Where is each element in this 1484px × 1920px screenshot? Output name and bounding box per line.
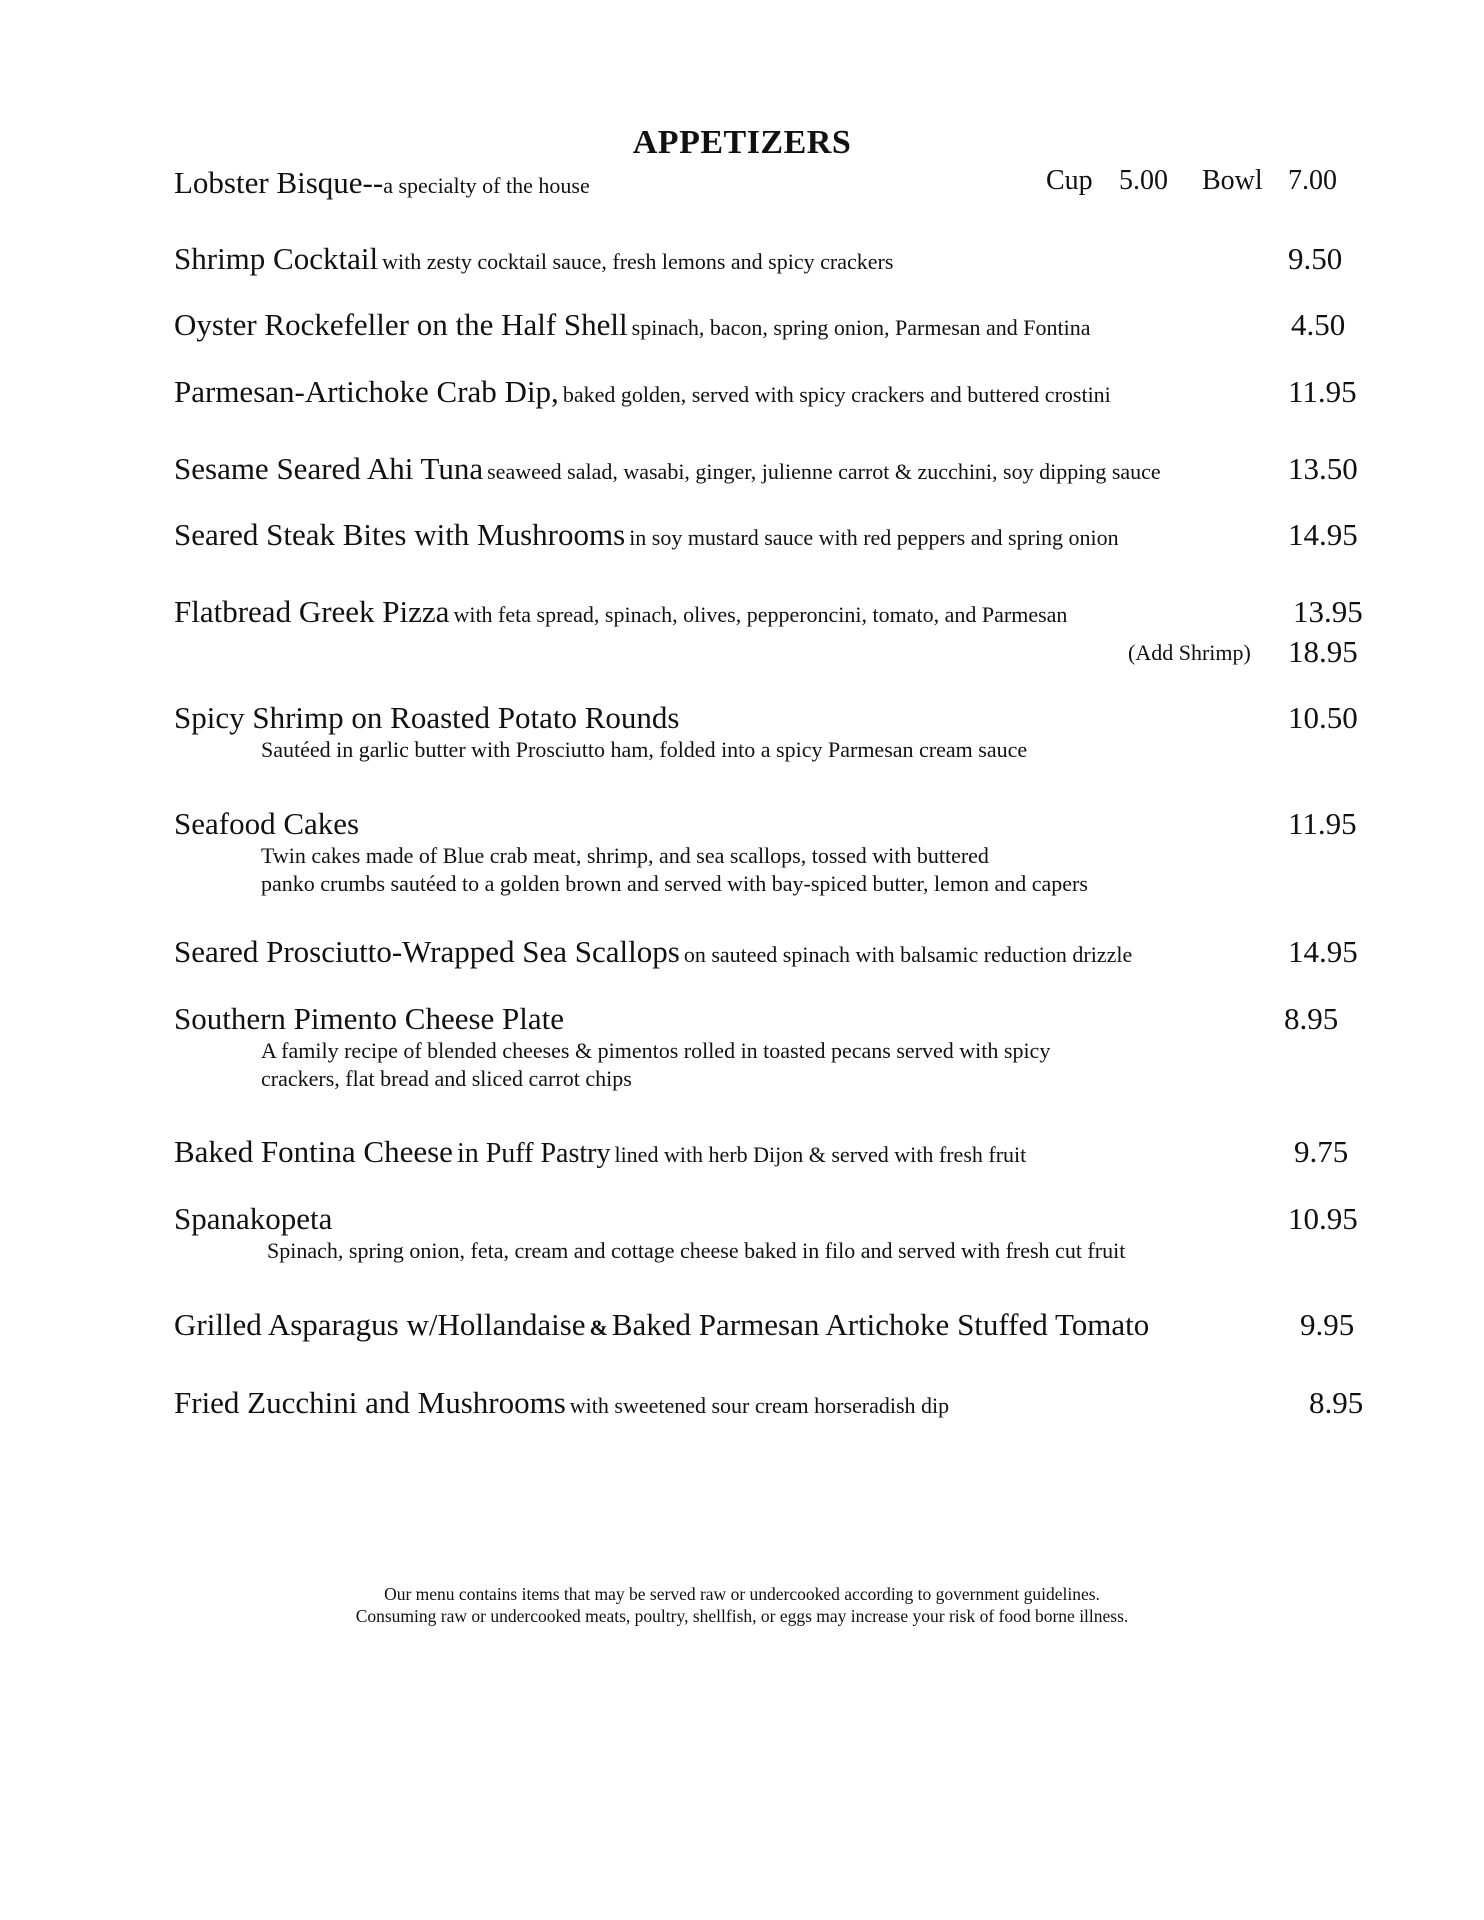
item-name: Flatbread Greek Pizza	[174, 594, 450, 629]
cup-label: Cup	[1046, 165, 1093, 196]
bowl-label: Bowl	[1202, 165, 1263, 196]
menu-item-line	[174, 517, 1384, 557]
item-price: 11.95	[1288, 806, 1357, 841]
add-shrimp-price: 18.95	[1288, 634, 1358, 669]
item-description-line-1: Twin cakes made of Blue crab meat, shrimp, and sea scallops, tossed with buttered	[261, 843, 989, 868]
item-description: with zesty cocktail sauce, fresh lemons and spicy crackers	[382, 249, 894, 274]
menu-item-line	[174, 934, 1384, 974]
menu-item-baked-fontina	[174, 1134, 1384, 1174]
item-name: Grilled Asparagus w/Hollandaise	[174, 1307, 586, 1342]
item-name: Southern Pimento Cheese Plate	[174, 1001, 565, 1036]
page-title: APPETIZERS	[632, 124, 852, 161]
item-name: Baked Fontina Cheese	[174, 1134, 453, 1169]
menu-item-seafood-cakes	[174, 806, 1384, 898]
menu-item-spicy-shrimp	[174, 700, 1384, 764]
item-description: with sweetened sour cream horseradish dip	[569, 1393, 950, 1418]
item-name: Sesame Seared Ahi Tuna	[174, 451, 484, 486]
menu-item-fried-zucchini	[174, 1385, 1384, 1425]
item-name: Parmesan-Artichoke Crab Dip,	[174, 374, 559, 409]
item-name-suffix: in Puff Pastry	[456, 1138, 611, 1169]
menu-item-line	[174, 241, 1384, 281]
item-description: Sautéed in garlic butter with Prosciutto ham, folded into a spicy Parmesan cream sauce	[261, 737, 1028, 762]
item-description-line-1: A family recipe of blended cheeses & pimentos rolled in toasted pecans served with spicy	[261, 1038, 1051, 1063]
ampersand: &	[589, 1315, 608, 1340]
add-shrimp-line	[174, 634, 1384, 674]
item-name: Shrimp Cocktail	[174, 241, 379, 276]
disclaimer-line-2: Consuming raw or undercooked meats, poultry, shellfish, or eggs may increase your risk of food borne illness.	[355, 1606, 1129, 1626]
item-description-line-2: panko crumbs sautéed to a golden brown and served with bay-spiced butter, lemon and capers	[261, 871, 1088, 896]
cup-price: 5.00	[1119, 165, 1168, 196]
menu-item-shrimp-cocktail	[174, 241, 1384, 281]
menu-item-line	[174, 700, 1384, 736]
item-price: 9.50	[1288, 241, 1343, 276]
food-safety-disclaimer	[0, 1583, 1484, 1627]
item-name: Lobster Bisque--	[174, 165, 384, 200]
menu-item-line	[174, 1385, 1384, 1425]
item-price: 10.50	[1288, 700, 1358, 735]
item-description: Spinach, spring onion, feta, cream and cottage cheese baked in filo and served with fresh cut fruit	[267, 1238, 1126, 1263]
item-description: lined with herb Dijon & served with fresh fruit	[614, 1142, 1027, 1167]
item-price: 13.95	[1293, 594, 1363, 629]
item-description: in soy mustard sauce with red peppers and spring onion	[629, 525, 1119, 550]
item-description: spinach, bacon, spring onion, Parmesan and Fontina	[631, 315, 1091, 340]
menu-item-line	[174, 1001, 1384, 1037]
menu-item-oyster-rockefeller	[174, 307, 1384, 347]
item-name: Spicy Shrimp on Roasted Potato Rounds	[174, 700, 680, 735]
menu-item-lobster-bisque	[174, 165, 1384, 205]
menu-item-line	[174, 1201, 1384, 1237]
menu-item-crab-dip	[174, 374, 1384, 414]
item-description: seaweed salad, wasabi, ginger, julienne carrot & zucchini, soy dipping sauce	[487, 459, 1161, 484]
item-name: Seared Prosciutto-Wrapped Sea Scallops	[174, 934, 680, 969]
menu-item-line	[174, 806, 1384, 842]
item-price: 14.95	[1288, 934, 1358, 969]
menu-item-line	[174, 374, 1384, 414]
item-name: Spanakopeta	[174, 1201, 333, 1236]
item-price: 10.95	[1288, 1201, 1358, 1236]
menu-item-line	[174, 165, 1384, 205]
item-name: Oyster Rockefeller on the Half Shell	[174, 307, 628, 342]
menu-item-line	[174, 1134, 1384, 1174]
menu-item-ahi-tuna	[174, 451, 1384, 491]
add-shrimp-label: (Add Shrimp)	[1128, 640, 1251, 665]
item-price: 9.75	[1294, 1134, 1349, 1169]
item-description: on sauteed spinach with balsamic reduction drizzle	[683, 942, 1133, 967]
item-description: baked golden, served with spicy crackers and buttered crostini	[562, 382, 1111, 407]
item-price: 8.95	[1284, 1001, 1339, 1036]
item-price: 9.95	[1300, 1307, 1355, 1342]
item-description: a specialty of the house	[383, 173, 590, 198]
bowl-price: 7.00	[1288, 165, 1337, 196]
menu-item-pimento-cheese	[174, 1001, 1384, 1093]
item-price: 14.95	[1288, 517, 1358, 552]
menu-item-asparagus-tomato	[174, 1307, 1384, 1347]
menu-item-line	[174, 451, 1384, 491]
menu-item-steak-bites	[174, 517, 1384, 557]
menu-item-line	[174, 307, 1384, 347]
menu-item-sea-scallops	[174, 934, 1384, 974]
disclaimer-line-1: Our menu contains items that may be served raw or undercooked according to government guidelines.	[384, 1584, 1100, 1604]
item-description: with feta spread, spinach, olives, pepperoncini, tomato, and Parmesan	[453, 602, 1068, 627]
item-price: 8.95	[1309, 1385, 1364, 1420]
item-description-line-2: crackers, flat bread and sliced carrot chips	[261, 1066, 632, 1091]
item-name: Fried Zucchini and Mushrooms	[174, 1385, 566, 1420]
item-price: 13.50	[1288, 451, 1358, 486]
item-price: 4.50	[1291, 307, 1346, 342]
item-price: 11.95	[1288, 374, 1357, 409]
menu-item-line	[174, 1307, 1384, 1347]
menu-item-flatbread-pizza	[174, 594, 1384, 674]
menu-item-spanakopeta	[174, 1201, 1384, 1265]
item-name: Seared Steak Bites with Mushrooms	[174, 517, 626, 552]
menu-item-line	[174, 594, 1384, 634]
item-name: Seafood Cakes	[174, 806, 360, 841]
item-name-second: Baked Parmesan Artichoke Stuffed Tomato	[611, 1307, 1150, 1342]
